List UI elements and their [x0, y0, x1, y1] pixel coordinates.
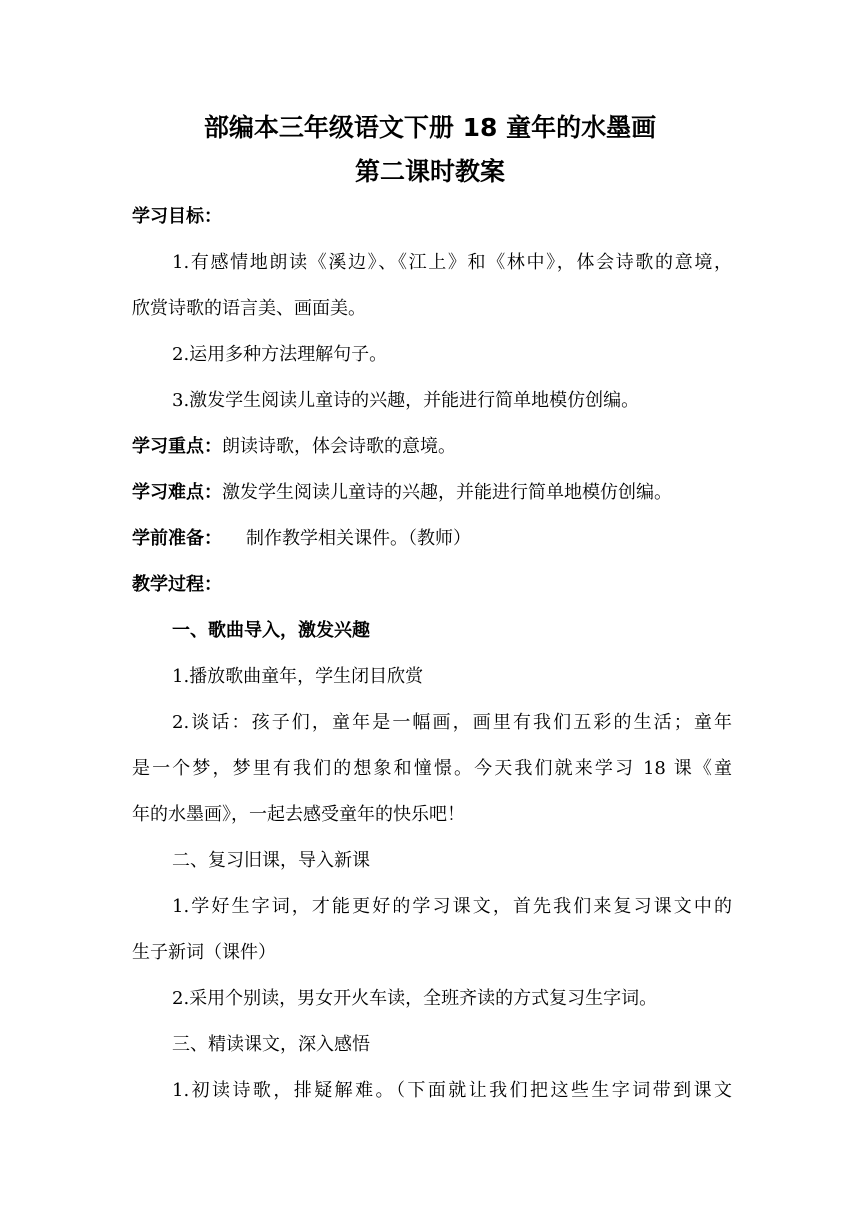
key-point-label: 学习重点： [132, 436, 222, 457]
preparation-row [132, 525, 732, 553]
difficulty-label: 学习难点： [132, 482, 222, 503]
section-3-heading: 三、精读课文，深入感悟 [172, 1034, 370, 1055]
section-1-item-2-line-3: 年的水墨画》，一起去感受童年的快乐吧！ [132, 804, 465, 825]
objective-3: 3.激发学生阅读儿童诗的兴趣，并能进行简单地模仿创编。 [172, 390, 640, 411]
key-point-row [132, 433, 732, 461]
key-point-text: 朗读诗歌，体会诗歌的意境。 [222, 436, 456, 457]
objective-1-line-1: 1.有感情地朗读《溪边》、《江上》和《林中》，体会诗歌的意境， [172, 252, 732, 273]
section-1-item-1: 1.播放歌曲童年，学生闭目欣赏 [172, 666, 424, 687]
section-2-heading: 二、复习旧课，导入新课 [172, 850, 370, 871]
difficulty-row [132, 479, 732, 507]
section-1-item-2-line-1: 2.谈话：孩子们，童年是一幅画，画里有我们五彩的生活；童年 [172, 712, 732, 733]
difficulty-text: 激发学生阅读儿童诗的兴趣，并能进行简单地模仿创编。 [222, 482, 672, 503]
document-subtitle: 第二课时教案 [354, 157, 505, 186]
section-3-item-1-line-1: 1.初读诗歌，排疑解难。（下面就让我们把这些生字词带到课文 [172, 1080, 732, 1101]
section-2-item-2: 2.采用个别读，男女开火车读，全班齐读的方式复习生字词。 [172, 988, 658, 1009]
section-1-item-2-line-2: 是一个梦，梦里有我们的想象和憧憬。今天我们就来学习 18 课《童 [132, 758, 732, 779]
section-2-item-1-line-1: 1.学好生字词，才能更好的学习课文，首先我们来复习课文中的 [172, 896, 732, 917]
preparation-text: 制作教学相关课件。（教师） [246, 528, 471, 549]
section-2-item-1-line-2: 生子新词（课件） [132, 942, 276, 963]
preparation-label: 学前准备： [132, 528, 222, 549]
objective-1-line-2: 欣赏诗歌的语言美、画面美。 [132, 298, 366, 319]
section-1-heading: 一、歌曲导入，激发兴趣 [172, 620, 370, 641]
document-title: 部编本三年级语文下册 18 童年的水墨画 [203, 113, 657, 142]
process-heading: 教学过程： [132, 574, 222, 595]
objective-2: 2.运用多种方法理解句子。 [172, 344, 388, 365]
objectives-heading: 学习目标： [132, 206, 222, 227]
